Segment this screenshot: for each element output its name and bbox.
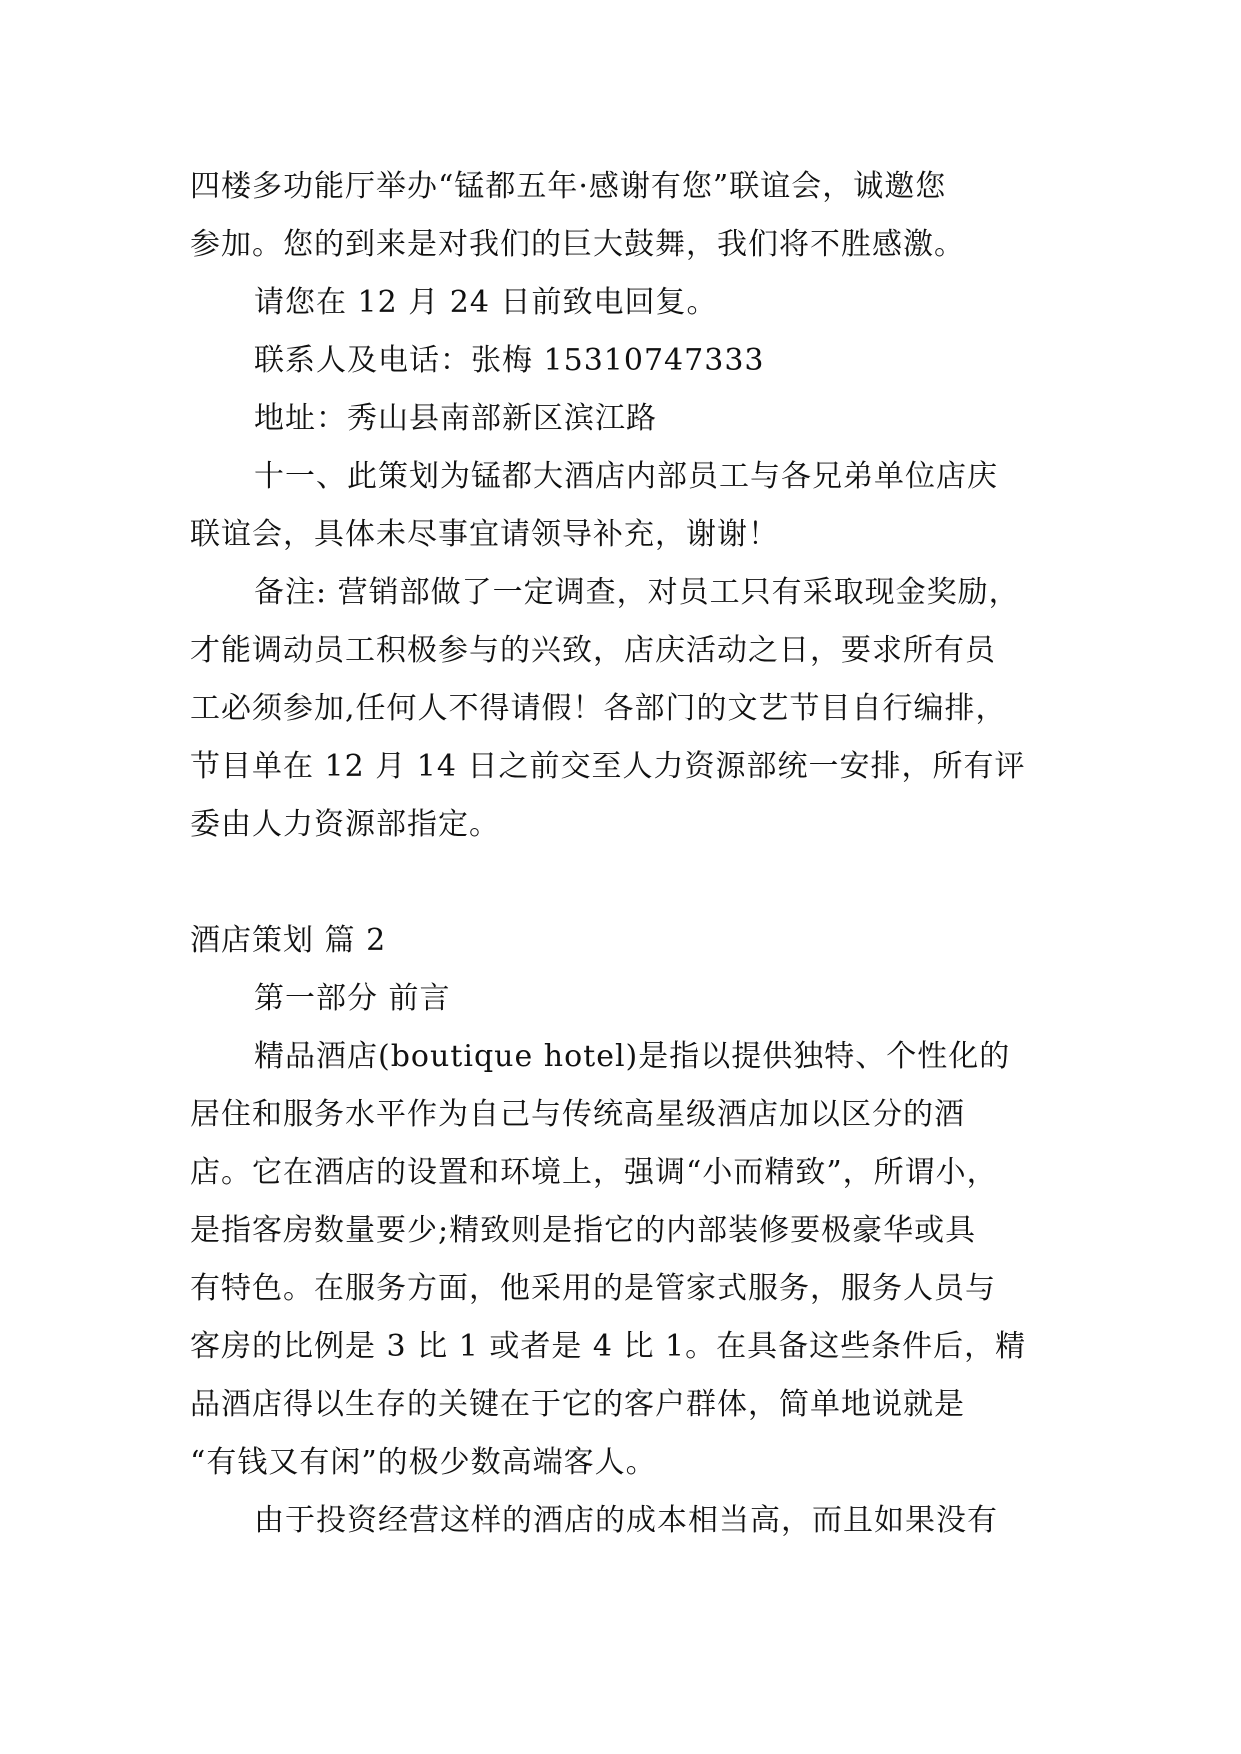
text-line: 品酒店得以生存的关键在于它的客户群体，简单地说就是 — [190, 1387, 965, 1422]
paragraph-boutique-hotel — [190, 1028, 1050, 1492]
text-line: 联谊会，具体未尽事宜请领导补充，谢谢！ — [190, 517, 779, 552]
part-one-heading — [190, 970, 1050, 1028]
text-line: 工必须参加,任何人不得请假！各部门的文艺节目自行编排， — [190, 691, 1007, 726]
paragraph-item-eleven — [190, 448, 1050, 564]
paragraph-invitation-continued — [190, 158, 1050, 274]
text-line: 店。它在酒店的设置和环境上，强调“小而精致”，所谓小， — [190, 1155, 998, 1190]
section-title — [190, 912, 1050, 970]
text-line: “有钱又有闲”的极少数高端客人。 — [190, 1445, 657, 1480]
text-line: 十一、此策划为锰都大酒店内部员工与各兄弟单位店庆 — [254, 459, 998, 494]
text-line: 参加。您的到来是对我们的巨大鼓舞，我们将不胜感激。 — [190, 227, 965, 262]
text-line: 居住和服务水平作为自己与传统高星级酒店加以区分的酒 — [190, 1097, 965, 1132]
text-line: 是指客房数量要少;精致则是指它的内部装修要极豪华或具 — [190, 1213, 977, 1248]
text-line: 精品酒店(boutique hotel)是指以提供独特、个性化的 — [254, 1039, 1011, 1074]
document-body — [190, 158, 1050, 1550]
text-line: 备注: 营销部做了一定调查，对员工只有采取现金奖励， — [254, 575, 1020, 610]
text-line: 地址：秀山县南部新区滨江路 — [254, 401, 657, 436]
paragraph-rsvp-deadline — [190, 274, 1050, 332]
text-line: 委由人力资源部指定。 — [190, 807, 500, 842]
heading-text: 第一部分 前言 — [254, 981, 451, 1016]
text-line: 节目单在 12 月 14 日之前交至人力资源部统一安排，所有评 — [190, 749, 1026, 784]
text-line: 四楼多功能厅举办“锰都五年·感谢有您”联谊会，诚邀您 — [190, 169, 947, 204]
text-line: 由于投资经营这样的酒店的成本相当高，而且如果没有 — [254, 1503, 998, 1538]
text-line: 客房的比例是 3 比 1 或者是 4 比 1。在具备这些条件后，精 — [190, 1329, 1027, 1364]
paragraph-investment — [190, 1492, 1050, 1550]
paragraph-address — [190, 390, 1050, 448]
text-line: 有特色。在服务方面，他采用的是管家式服务，服务人员与 — [190, 1271, 996, 1306]
text-line: 请您在 12 月 24 日前致电回复。 — [254, 285, 718, 320]
section-title-text: 酒店策划 篇 2 — [190, 923, 387, 958]
paragraph-contact — [190, 332, 1050, 390]
paragraph-remark — [190, 564, 1050, 854]
text-line: 联系人及电话：张梅 15310747333 — [254, 343, 765, 378]
text-line: 才能调动员工积极参与的兴致，店庆活动之日，要求所有员 — [190, 633, 996, 668]
